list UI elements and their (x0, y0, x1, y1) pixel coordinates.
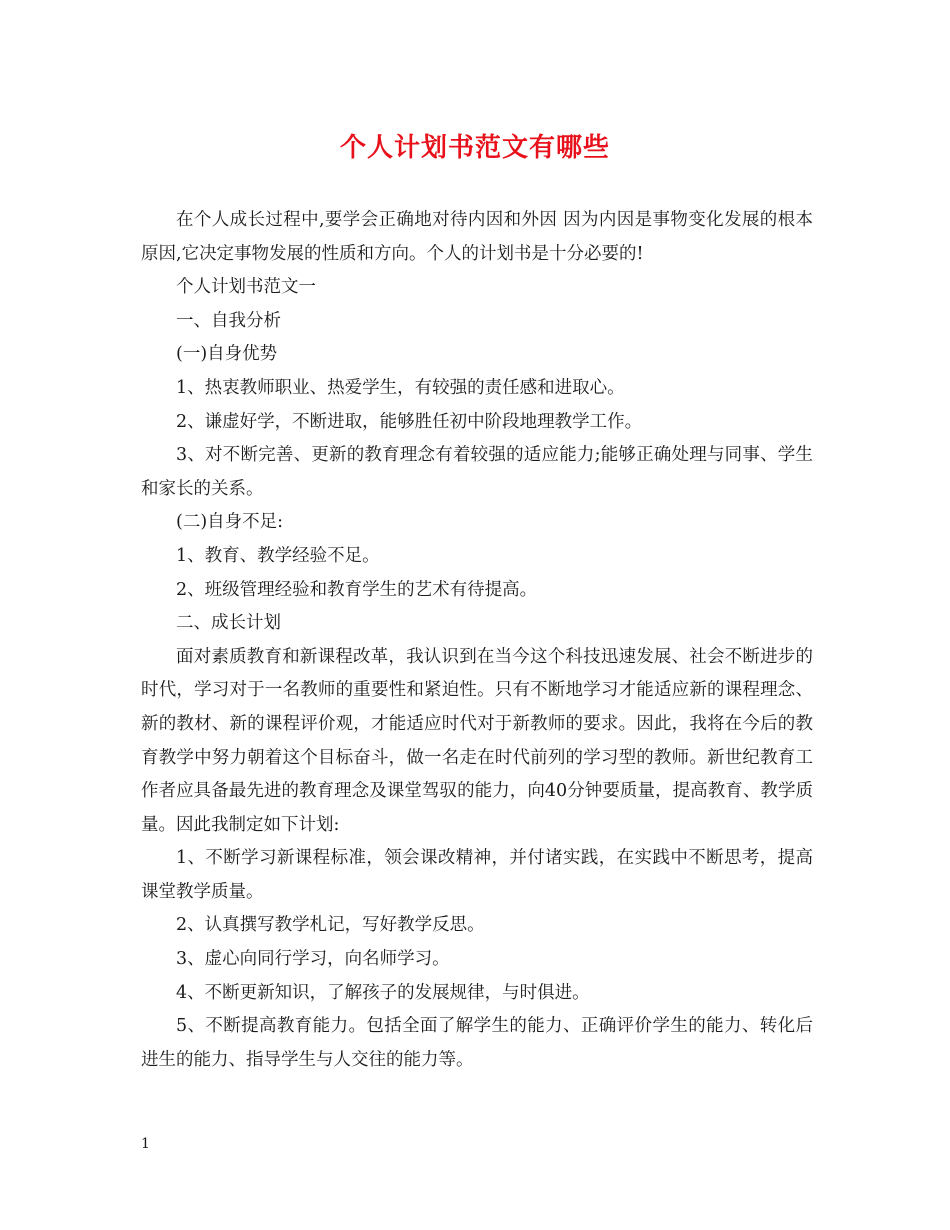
list-item: 1、教育、教学经验不足。 (176, 545, 380, 566)
subsection-heading: (一)自身优势 (176, 344, 278, 365)
section-heading: 一、自我分析 (176, 310, 281, 331)
list-item: 2、谦虚好学，不断进取，能够胜任初中阶段地理教学工作。 (176, 411, 643, 432)
document-title: 个人计划书范文有哪些 (339, 133, 610, 163)
list-item: 3、对不断完善、更新的教育理念有着较强的适应能力;能够正确处理与同事、学生和家长的关系。 (141, 445, 813, 499)
document-body (141, 204, 813, 1077)
section-heading: 个人计划书范文一 (176, 277, 316, 298)
list-item: 2、班级管理经验和教育学生的艺术有待提高。 (176, 579, 538, 600)
intro-paragraph: 在个人成长过程中,要学会正确地对待内因和外因 因为内因是事物变化发展的根本原因,它决定事物发展的性质和方向。个人的计划书是十分必要的! (141, 210, 813, 264)
list-item: 5、不断提高教育能力。包括全面了解学生的能力、正确评价学生的能力、转化后进生的能力、指导学生与人交往的能力等。 (141, 1016, 813, 1070)
subsection-heading: (二)自身不足: (176, 512, 284, 533)
body-paragraph: 面对素质教育和新课程改革，我认识到在当今这个科技迅速发展、社会不断进步的时代，学习对于一名教师的重要性和紧迫性。只有不断地学习才能适应新的课程理念、新的教材、新的课程评价观，才能适应时代对于新教师的要求。因此，我将在今后的教育教学中努力朝着这个目标奋斗，做一名走在时代前列的学习型的教师。新世纪教育工作者应具备最先进的教育理念及课堂驾驭的能力，向40分钟要质量，提高教育、教学质量。因此我制定如下计划: (141, 646, 813, 835)
page-number: 1 (141, 1136, 150, 1152)
list-item: 4、不断更新知识，了解孩子的发展规律，与时俱进。 (176, 982, 590, 1003)
section-heading: 二、成长计划 (176, 613, 281, 634)
list-item: 1、不断学习新课程标准，领会课改精神，并付诸实践，在实践中不断思考，提高课堂教学质量。 (141, 848, 813, 902)
list-item: 1、热衷教师职业、热爱学生，有较强的责任感和进取心。 (176, 377, 625, 398)
list-item: 3、虚心向同行学习，向名师学习。 (176, 949, 450, 970)
list-item: 2、认真撰写教学札记，写好教学反思。 (176, 915, 485, 936)
